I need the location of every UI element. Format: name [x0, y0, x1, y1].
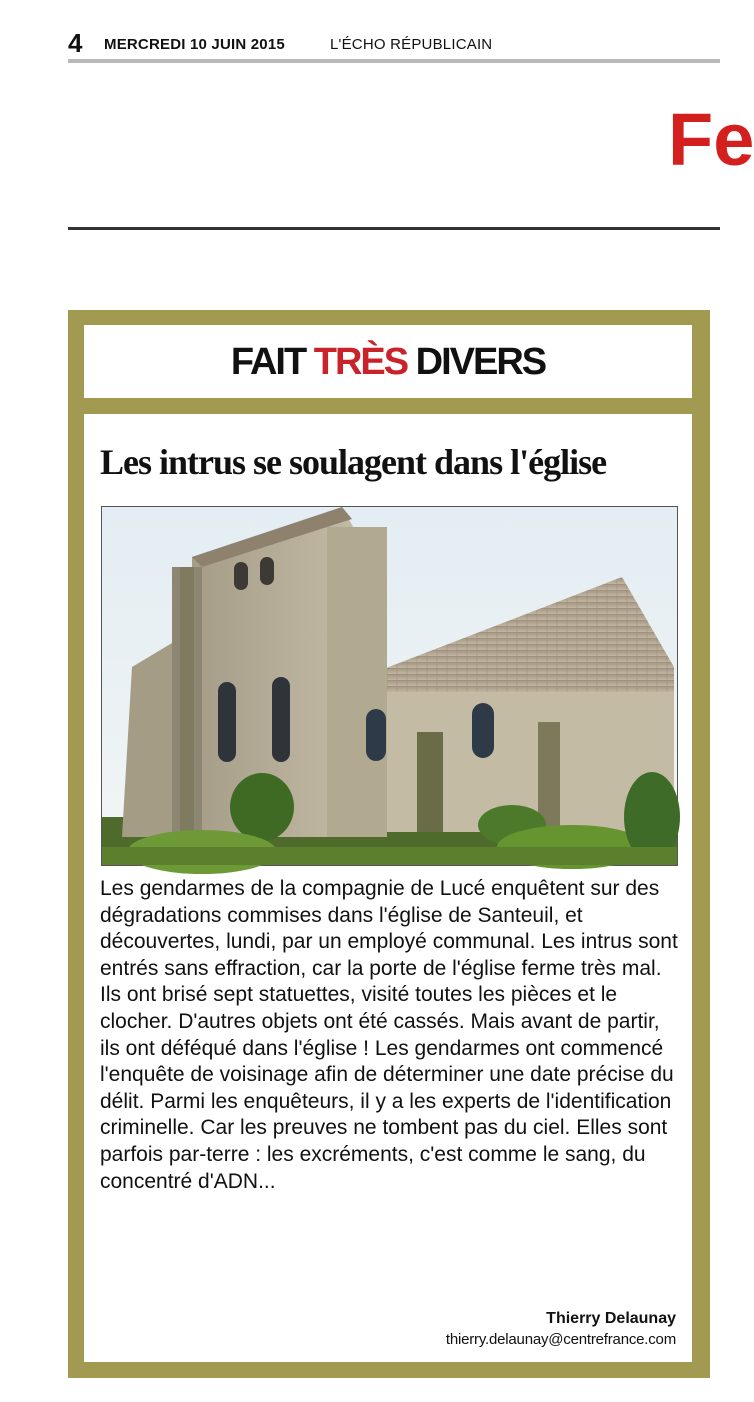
page-number: 4 [68, 28, 83, 58]
article-panel [84, 414, 692, 1362]
adjacent-headline-fragment: Fe [668, 98, 754, 181]
newspaper-name: L'ÉCHO RÉPUBLICAIN [330, 36, 493, 53]
author-email: thierry.delaunay@centrefrance.com [445, 1331, 676, 1348]
article-headline: Les intrus se soulagent dans l'église [100, 442, 607, 482]
church-photo [101, 506, 678, 866]
church-illustration [102, 507, 677, 865]
header-rule [68, 59, 720, 63]
rubric-word-1: FAIT [230, 341, 314, 383]
issue-date: MERCREDI 10 JUIN 2015 [104, 36, 285, 53]
rubric-title [231, 341, 545, 383]
article-body: Les gendarmes de la compagnie de Lucé enquêtent sur des dégradations commises dans l'église de Santeuil, et découvertes, lundi, par un employé communal. Les intrus sont entrés sans effraction, car la porte de l'église ferme très mal. Ils ont brisé sept statuettes, visité toutes les pièces et le clocher. D'autres objets ont été cassés. Mais avant de partir, ils ont déféqué dans l'église ! Les gendarmes ont commencé l'enquête de voisinage afin de déterminer une date précise du délit. Parmi les enquêteurs, il y a les experts de l'identification criminelle. Car les preuves ne tombent pas du ciel. Elles sont parfois par-terre : les excréments, c'est comme le sang, du concentré d'ADN... [100, 877, 678, 1193]
rubric-word-accent: TRÈS [313, 341, 408, 383]
page-header [68, 28, 720, 58]
section-rule [68, 227, 720, 230]
rubric-word-3: DIVERS [407, 341, 546, 383]
rubric-band [84, 325, 692, 398]
author-name: Thierry Delaunay [546, 1310, 676, 1327]
